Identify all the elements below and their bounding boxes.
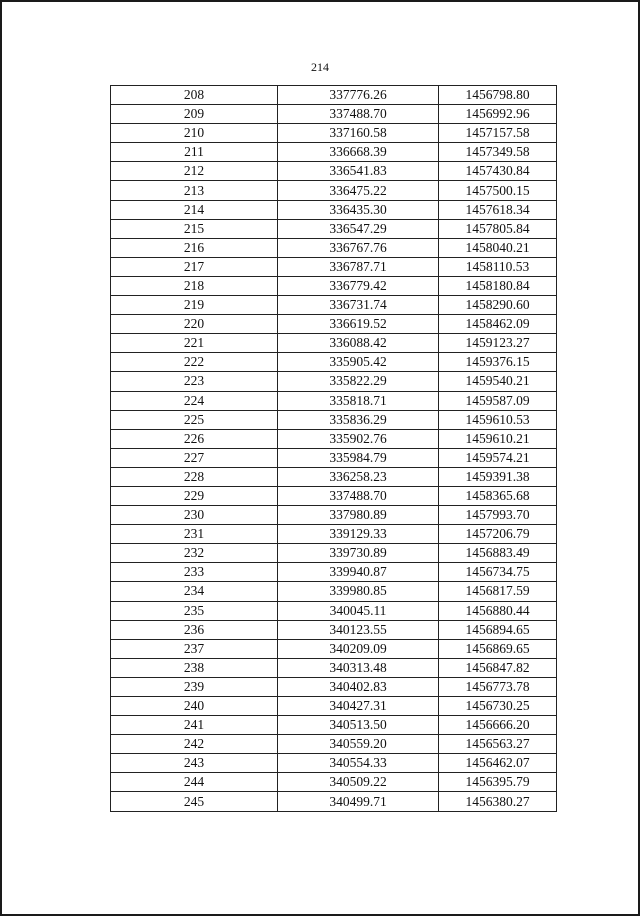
y-coordinate-cell: 1456734.75 xyxy=(439,563,557,582)
point-number-cell: 237 xyxy=(111,639,278,658)
point-number-cell: 208 xyxy=(111,86,278,105)
y-coordinate-cell: 1459123.27 xyxy=(439,334,557,353)
table-row xyxy=(111,486,557,505)
point-number-cell: 239 xyxy=(111,677,278,696)
y-coordinate-cell: 1457618.34 xyxy=(439,200,557,219)
table-row xyxy=(111,620,557,639)
table-row xyxy=(111,639,557,658)
y-coordinate-cell: 1459610.21 xyxy=(439,429,557,448)
y-coordinate-cell: 1456380.27 xyxy=(439,792,557,811)
y-coordinate-cell: 1459587.09 xyxy=(439,391,557,410)
table-row xyxy=(111,582,557,601)
table-row xyxy=(111,658,557,677)
point-number-cell: 210 xyxy=(111,124,278,143)
x-coordinate-cell: 336779.42 xyxy=(278,276,439,295)
point-number-cell: 245 xyxy=(111,792,278,811)
y-coordinate-cell: 1456798.80 xyxy=(439,86,557,105)
point-number-cell: 222 xyxy=(111,353,278,372)
x-coordinate-cell: 339730.89 xyxy=(278,544,439,563)
table-row xyxy=(111,181,557,200)
y-coordinate-cell: 1457430.84 xyxy=(439,162,557,181)
table-row xyxy=(111,716,557,735)
x-coordinate-cell: 336619.52 xyxy=(278,315,439,334)
x-coordinate-cell: 337160.58 xyxy=(278,124,439,143)
x-coordinate-cell: 336767.76 xyxy=(278,238,439,257)
table-row xyxy=(111,105,557,124)
table-row xyxy=(111,448,557,467)
point-number-cell: 229 xyxy=(111,486,278,505)
point-number-cell: 231 xyxy=(111,525,278,544)
x-coordinate-cell: 337980.89 xyxy=(278,506,439,525)
point-number-cell: 219 xyxy=(111,296,278,315)
point-number-cell: 223 xyxy=(111,372,278,391)
x-coordinate-cell: 335836.29 xyxy=(278,410,439,429)
x-coordinate-cell: 335818.71 xyxy=(278,391,439,410)
x-coordinate-cell: 340045.11 xyxy=(278,601,439,620)
x-coordinate-cell: 339940.87 xyxy=(278,563,439,582)
y-coordinate-cell: 1456730.25 xyxy=(439,697,557,716)
x-coordinate-cell: 336541.83 xyxy=(278,162,439,181)
table-row xyxy=(111,257,557,276)
x-coordinate-cell: 336258.23 xyxy=(278,467,439,486)
x-coordinate-cell: 340123.55 xyxy=(278,620,439,639)
table-row xyxy=(111,735,557,754)
point-number-cell: 233 xyxy=(111,563,278,582)
point-number-cell: 212 xyxy=(111,162,278,181)
x-coordinate-cell: 336547.29 xyxy=(278,219,439,238)
table-row xyxy=(111,754,557,773)
y-coordinate-cell: 1458365.68 xyxy=(439,486,557,505)
x-coordinate-cell: 335905.42 xyxy=(278,353,439,372)
table-row xyxy=(111,86,557,105)
x-coordinate-cell: 337488.70 xyxy=(278,486,439,505)
x-coordinate-cell: 336088.42 xyxy=(278,334,439,353)
y-coordinate-cell: 1457993.70 xyxy=(439,506,557,525)
y-coordinate-cell: 1458462.09 xyxy=(439,315,557,334)
x-coordinate-cell: 336787.71 xyxy=(278,257,439,276)
x-coordinate-cell: 340513.50 xyxy=(278,716,439,735)
table-row xyxy=(111,143,557,162)
y-coordinate-cell: 1457500.15 xyxy=(439,181,557,200)
y-coordinate-cell: 1456869.65 xyxy=(439,639,557,658)
table-row xyxy=(111,334,557,353)
y-coordinate-cell: 1456563.27 xyxy=(439,735,557,754)
x-coordinate-cell: 337776.26 xyxy=(278,86,439,105)
point-number-cell: 240 xyxy=(111,697,278,716)
point-number-cell: 209 xyxy=(111,105,278,124)
table-row xyxy=(111,525,557,544)
point-number-cell: 230 xyxy=(111,506,278,525)
point-number-cell: 215 xyxy=(111,219,278,238)
coordinate-table xyxy=(110,85,557,812)
table-row xyxy=(111,315,557,334)
y-coordinate-cell: 1457157.58 xyxy=(439,124,557,143)
y-coordinate-cell: 1456395.79 xyxy=(439,773,557,792)
y-coordinate-cell: 1456462.07 xyxy=(439,754,557,773)
x-coordinate-cell: 336475.22 xyxy=(278,181,439,200)
point-number-cell: 244 xyxy=(111,773,278,792)
point-number-cell: 213 xyxy=(111,181,278,200)
table-row xyxy=(111,429,557,448)
table-row xyxy=(111,162,557,181)
x-coordinate-cell: 336668.39 xyxy=(278,143,439,162)
table-row xyxy=(111,124,557,143)
page-number: 214 xyxy=(311,60,329,74)
y-coordinate-cell: 1458110.53 xyxy=(439,257,557,276)
y-coordinate-cell: 1457805.84 xyxy=(439,219,557,238)
point-number-cell: 225 xyxy=(111,410,278,429)
point-number-cell: 236 xyxy=(111,620,278,639)
y-coordinate-cell: 1459540.21 xyxy=(439,372,557,391)
y-coordinate-cell: 1456773.78 xyxy=(439,677,557,696)
table-row xyxy=(111,353,557,372)
y-coordinate-cell: 1459610.53 xyxy=(439,410,557,429)
y-coordinate-cell: 1459391.38 xyxy=(439,467,557,486)
x-coordinate-cell: 335822.29 xyxy=(278,372,439,391)
point-number-cell: 238 xyxy=(111,658,278,677)
table-row xyxy=(111,238,557,257)
y-coordinate-cell: 1458290.60 xyxy=(439,296,557,315)
table-row xyxy=(111,391,557,410)
point-number-cell: 221 xyxy=(111,334,278,353)
table-row xyxy=(111,773,557,792)
table-row xyxy=(111,276,557,295)
point-number-cell: 217 xyxy=(111,257,278,276)
table-row xyxy=(111,410,557,429)
x-coordinate-cell: 340509.22 xyxy=(278,773,439,792)
y-coordinate-cell: 1458180.84 xyxy=(439,276,557,295)
point-number-cell: 226 xyxy=(111,429,278,448)
x-coordinate-cell: 337488.70 xyxy=(278,105,439,124)
table-row xyxy=(111,372,557,391)
point-number-cell: 211 xyxy=(111,143,278,162)
point-number-cell: 243 xyxy=(111,754,278,773)
x-coordinate-cell: 340313.48 xyxy=(278,658,439,677)
table-row xyxy=(111,219,557,238)
table-row xyxy=(111,677,557,696)
point-number-cell: 227 xyxy=(111,448,278,467)
table-row xyxy=(111,467,557,486)
point-number-cell: 234 xyxy=(111,582,278,601)
x-coordinate-cell: 340499.71 xyxy=(278,792,439,811)
table-row xyxy=(111,544,557,563)
y-coordinate-cell: 1459376.15 xyxy=(439,353,557,372)
coordinate-table-body xyxy=(111,86,557,812)
y-coordinate-cell: 1456847.82 xyxy=(439,658,557,677)
x-coordinate-cell: 336731.74 xyxy=(278,296,439,315)
y-coordinate-cell: 1456880.44 xyxy=(439,601,557,620)
x-coordinate-cell: 340209.09 xyxy=(278,639,439,658)
table-row xyxy=(111,792,557,811)
x-coordinate-cell: 339980.85 xyxy=(278,582,439,601)
table-row xyxy=(111,563,557,582)
table-row xyxy=(111,200,557,219)
point-number-cell: 232 xyxy=(111,544,278,563)
point-number-cell: 242 xyxy=(111,735,278,754)
point-number-cell: 235 xyxy=(111,601,278,620)
y-coordinate-cell: 1459574.21 xyxy=(439,448,557,467)
y-coordinate-cell: 1457206.79 xyxy=(439,525,557,544)
point-number-cell: 228 xyxy=(111,467,278,486)
table-row xyxy=(111,296,557,315)
x-coordinate-cell: 339129.33 xyxy=(278,525,439,544)
x-coordinate-cell: 335902.76 xyxy=(278,429,439,448)
point-number-cell: 241 xyxy=(111,716,278,735)
y-coordinate-cell: 1456666.20 xyxy=(439,716,557,735)
y-coordinate-cell: 1456817.59 xyxy=(439,582,557,601)
point-number-cell: 224 xyxy=(111,391,278,410)
table-row xyxy=(111,506,557,525)
table-row xyxy=(111,601,557,620)
point-number-cell: 218 xyxy=(111,276,278,295)
y-coordinate-cell: 1458040.21 xyxy=(439,238,557,257)
point-number-cell: 220 xyxy=(111,315,278,334)
x-coordinate-cell: 336435.30 xyxy=(278,200,439,219)
x-coordinate-cell: 340402.83 xyxy=(278,677,439,696)
table-row xyxy=(111,697,557,716)
point-number-cell: 214 xyxy=(111,200,278,219)
y-coordinate-cell: 1456894.65 xyxy=(439,620,557,639)
y-coordinate-cell: 1456883.49 xyxy=(439,544,557,563)
x-coordinate-cell: 340554.33 xyxy=(278,754,439,773)
point-number-cell: 216 xyxy=(111,238,278,257)
y-coordinate-cell: 1457349.58 xyxy=(439,143,557,162)
x-coordinate-cell: 335984.79 xyxy=(278,448,439,467)
x-coordinate-cell: 340559.20 xyxy=(278,735,439,754)
y-coordinate-cell: 1456992.96 xyxy=(439,105,557,124)
x-coordinate-cell: 340427.31 xyxy=(278,697,439,716)
